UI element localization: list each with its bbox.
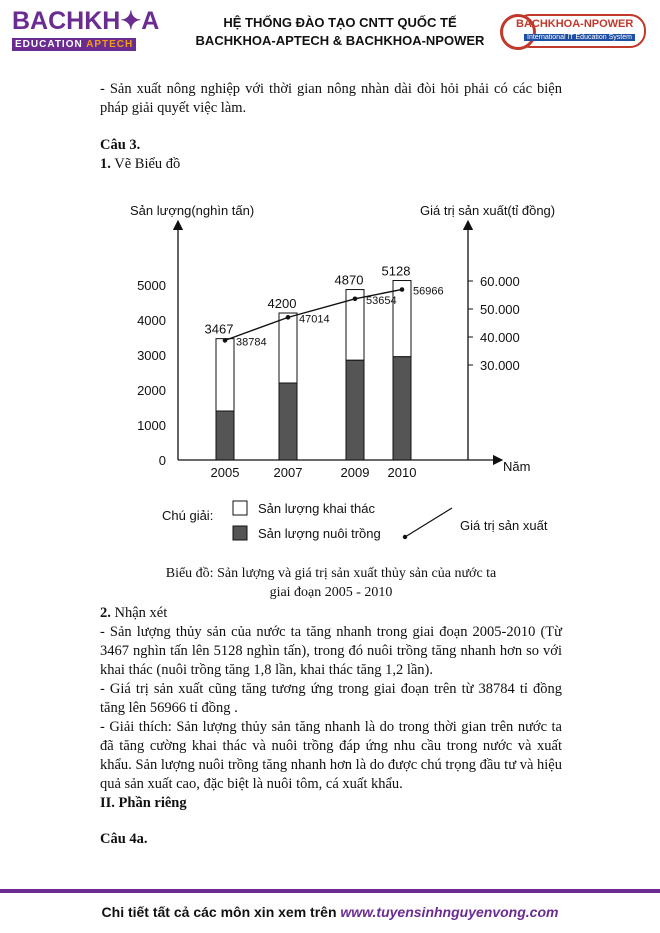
- bar-total-label: 4870: [334, 272, 364, 288]
- chart-container: [100, 195, 580, 555]
- bar-total-label: 4200: [267, 296, 297, 311]
- right-axis-label: Giá trị sản xuất(tỉ đồng): [420, 203, 556, 218]
- header-title-line2: BACHKHOA-APTECH & BACHKHOA-NPOWER: [195, 33, 485, 48]
- bar-khai-thac: [279, 313, 297, 383]
- left-tick-label: 0: [158, 453, 166, 468]
- right-tick-label: 60.000: [480, 274, 520, 289]
- left-tick-label: 3000: [137, 348, 166, 363]
- legend-line-swatch: [405, 508, 452, 537]
- bar-nuoi-trong: [279, 383, 297, 460]
- value-label: 47014: [299, 313, 330, 326]
- left-tick-label: 2000: [137, 383, 166, 398]
- intro-paragraph: [100, 80, 562, 118]
- bar-nuoi-trong: [216, 411, 234, 460]
- chart-caption: [100, 564, 562, 602]
- value-point: [286, 315, 291, 320]
- logo-bachkhoa-aptech: [12, 8, 162, 52]
- bar-total-label: 3467: [204, 321, 234, 337]
- x-tick-label: 2007: [273, 465, 303, 480]
- legend-label-nuoi-trong: Sản lượng nuôi trồng: [258, 526, 381, 541]
- right-tick-label: 40.000: [480, 330, 520, 345]
- npower-logo-title: BACHKHOA-NPOWER: [516, 18, 634, 30]
- x-axis-label: Năm: [503, 459, 531, 474]
- left-tick-label: 4000: [137, 313, 166, 328]
- logo-bachkhoa-npower: [500, 12, 646, 48]
- bar-khai-thac: [216, 339, 234, 411]
- remarks-heading-text: Nhận xét: [110, 605, 168, 621]
- legend-label-khai-thac: Sản lượng khai thác: [258, 501, 375, 516]
- value-point: [400, 287, 405, 292]
- footer-text: Chi tiết tất cả các môn xin xem trên: [101, 904, 341, 920]
- x-tick-label: 2010: [387, 465, 417, 480]
- logo-main-text: BACHKH✦A: [12, 7, 160, 35]
- question3-heading: Câu 3.: [100, 137, 141, 153]
- value-label: 38784: [236, 336, 267, 349]
- question3-sub1: [100, 155, 562, 174]
- header-title: [190, 14, 490, 50]
- remarks-paragraph-2: - Giá trị sản xuất cũng tăng tương ứng trong giai đoạn trên từ 38784 tỉ đồng tăng lên 56966 tỉ đồng .: [100, 681, 562, 716]
- bar-total-label: 5128: [381, 263, 411, 279]
- question4-heading: Câu 4a.: [100, 831, 148, 847]
- remarks-heading-num: 2.: [100, 605, 111, 621]
- intro-text: - Sản xuất nông nghiệp với thời gian nông nhàn dài đòi hỏi phải có các biện pháp giải quyết việc làm.: [100, 81, 562, 116]
- right-tick-label: 30.000: [480, 358, 520, 373]
- caption-line1: Biểu đồ: Sản lượng và giá trị sản xuất thủy sản của nước ta: [165, 566, 497, 581]
- x-tick-label: 2005: [210, 465, 240, 480]
- value-point: [223, 338, 228, 343]
- footer: [0, 904, 660, 920]
- question3-heading-block: [100, 136, 562, 174]
- bar-nuoi-trong: [346, 360, 364, 460]
- left-tick-label: 1000: [137, 418, 166, 433]
- legend-line-dot: [403, 535, 407, 539]
- bar-nuoi-trong: [393, 357, 411, 460]
- npower-logo-subtitle: International IT Education System: [524, 34, 635, 41]
- value-label: 53654: [366, 294, 397, 307]
- value-label: 56966: [413, 285, 444, 298]
- logo-sub-text: [12, 38, 136, 51]
- caption-line2: giai đoạn 2005 - 2010: [269, 585, 393, 600]
- logo-sub-education: EDUCATION: [15, 39, 83, 50]
- remarks-paragraph-3: - Giải thích: Sản lượng thủy sản tăng nhanh là do trong thời gian trên nước ta đã tăng cường khai thác và nuôi trồng đáp ứng nhu cầu trong nước và xuất khẩu. Sản lượng nuôi trồng tăng nhanh hơn là do được chú trọng đầu tư và hiệu quả sản xuất cao, đặc biệt là nuôi tôm, cá xuất khẩu.: [100, 719, 562, 792]
- legend-swatch-khai-thac: [233, 501, 247, 515]
- remarks-paragraph-1: - Sản lượng thủy sản của nước ta tăng nhanh trong giai đoạn 2005-2010 (Từ 3467 nghìn tấn lên 5128 nghìn tấn), trong đó nuôi trồng tăng nhanh hơn so với khai thác (nuôi trồng tăng 1,8 lần, khai thác tăng 1,2 lần).: [100, 624, 562, 678]
- logo-sub-aptech: APTECH: [86, 39, 134, 50]
- header-title-line1: HỆ THỐNG ĐÀO TẠO CNTT QUỐC TẾ: [223, 15, 457, 30]
- legend-label-line: Giá trị sản xuất: [460, 518, 548, 533]
- x-tick-label: 2009: [340, 465, 370, 480]
- right-tick-label: 50.000: [480, 302, 520, 317]
- footer-link[interactable]: www.tuyensinhnguyenvong.com: [340, 904, 559, 920]
- left-axis-label: Sản lượng(nghìn tấn): [130, 203, 255, 218]
- chart-svg: [100, 195, 580, 555]
- value-point: [353, 296, 358, 301]
- left-tick-label: 5000: [137, 278, 166, 293]
- remarks-heading: [100, 604, 562, 623]
- question3-sub1-text: Vẽ Biểu đồ: [110, 156, 181, 172]
- question3-sub1-num: 1.: [100, 156, 111, 172]
- legend-swatch-nuoi-trong: [233, 526, 247, 540]
- bar-khai-thac: [393, 281, 411, 357]
- section2-heading: II. Phần riêng: [100, 795, 187, 811]
- remarks-block: [100, 604, 562, 794]
- legend-title: Chú giải:: [162, 508, 214, 523]
- footer-divider: [0, 889, 660, 893]
